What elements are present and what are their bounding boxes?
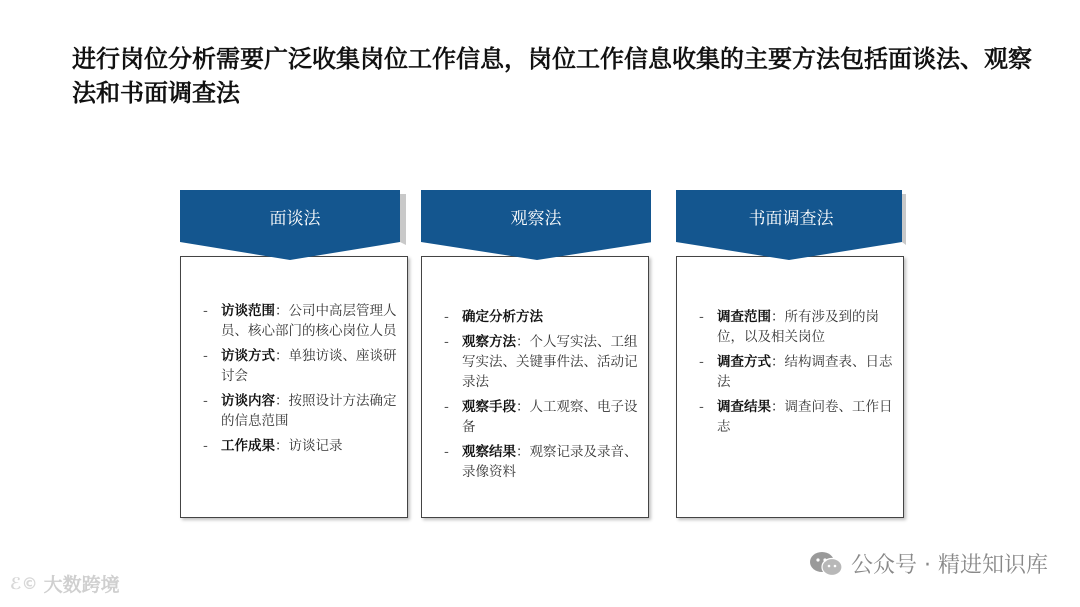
item-label: 确定分析方法 [462,309,543,325]
item-text: ：按照设计方法确定的信息范围 [221,393,397,429]
banner-label: 面谈法 [269,209,321,229]
list-item [203,346,399,386]
item-label: 调查范围 [717,309,771,325]
item-text: ：结构调查表、日志法 [717,354,893,390]
method-column-interview [180,190,410,454]
item-label: 观察手段 [462,399,516,415]
method-box [180,256,408,518]
banner-label: 观察法 [510,209,562,229]
item-label: 调查方式 [717,354,771,370]
list-item [444,332,640,392]
list-item [444,307,640,327]
list-item [203,391,399,431]
item-text: ：单独访谈、座谈研讨会 [221,348,397,384]
item-text: ：人工观察、电子设备 [462,399,638,435]
list-item [699,307,895,347]
list-item [444,397,640,437]
method-banner [421,190,651,258]
item-label: 调查结果 [717,399,771,415]
item-text: ：公司中高层管理人员、核心部门的核心岗位人员 [221,303,397,339]
item-label: 访谈范围 [221,303,275,319]
wechat-watermark [809,548,1048,579]
item-text: ：所有涉及到的岗位，以及相关岗位 [717,309,879,345]
method-banner [180,190,410,258]
item-label: 工作成果 [221,438,275,454]
method-banner [676,190,906,258]
item-label: 观察方法 [462,334,516,350]
item-text: ：访谈记录 [275,438,343,454]
item-list [203,301,399,461]
wechat-icon [809,551,843,577]
item-label: 访谈方式 [221,348,275,364]
item-list [699,307,895,442]
item-list [444,307,640,487]
item-label: 观察结果 [462,444,516,460]
method-box [421,256,649,518]
list-item [699,352,895,392]
logo-icon: ℰ© [10,574,38,593]
method-column-survey [676,190,906,435]
item-label: 访谈内容 [221,393,275,409]
item-text: ：观察记录及录音、录像资料 [462,444,638,480]
banner-label: 书面调查法 [748,209,834,229]
logo-text: 大数跨境 [43,574,120,596]
item-text: ：调查问卷、工作日志 [717,399,893,435]
method-column-observation [421,190,651,480]
list-item [699,397,895,437]
method-box [676,256,904,518]
brand-logo [10,570,120,597]
item-text: ：个人写实法、工组写实法、关键事件法、活动记录法 [462,334,638,390]
list-item [444,442,640,482]
page-title: 进行岗位分析需要广泛收集岗位工作信息，岗位工作信息收集的主要方法包括面谈法、观察法和书面调查法 [72,45,1032,107]
list-item [203,301,399,341]
watermark-text: 公众号 · 精进知识库 [851,553,1048,578]
list-item [203,436,399,456]
